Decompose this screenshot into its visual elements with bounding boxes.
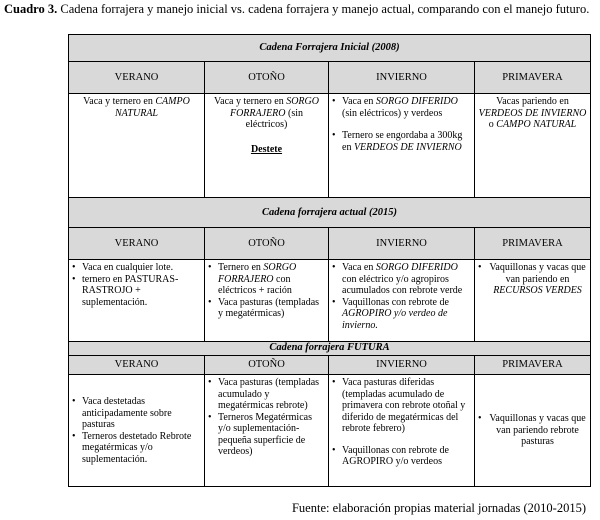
season-header: VERANO [69, 356, 205, 375]
cell-current-primavera: • Vaquillonas y vacas que van pariendo en RECURSOS VERDES [475, 260, 591, 342]
cell-future-otono: • Vaca pasturas (templadas acumulado y megatérmicas rebrote) • Terneros Megatérmicas y/o suplementación-pequeña superficie de verdeos) [205, 375, 329, 487]
table-caption [4, 2, 594, 16]
section-title-current: Cadena forrajera actual (2015) [69, 198, 591, 228]
cell-initial-invierno: • Vaca en SORGO DIFERIDO (sin eléctricos) y verdeos • Ternero se engordaba a 300kg en VERDEOS DE INVIERNO [329, 94, 475, 198]
caption-label: Cuadro 3. [4, 2, 58, 16]
cell-future-verano: • Vaca destetadas anticipadamente sobre pasturas • Terneros destetado Rebrote megatérmicas y/o suplementación. [69, 375, 205, 487]
season-header: INVIERNO [329, 62, 475, 94]
season-header: OTOÑO [205, 228, 329, 260]
season-header: PRIMAVERA [475, 228, 591, 260]
section-title-initial: Cadena Forrajera Inicial (2008) [69, 35, 591, 62]
destete-label: Destete [250, 143, 283, 155]
season-header: PRIMAVERA [475, 356, 591, 375]
cell-future-primavera: • Vaquillonas y vacas que van pariendo rebrote pasturas [475, 375, 591, 487]
forage-chain-table [68, 34, 591, 487]
source-note: Fuente: elaboración propias material jornadas (2010-2015) [291, 501, 586, 515]
cell-current-otono: • Ternero en SORGO FORRAJERO con eléctricos + ración • Vaca pasturas (templadas y megatérmicas) [205, 260, 329, 342]
season-header: INVIERNO [329, 356, 475, 375]
section-title-future: Cadena forrajera FUTURA [69, 342, 591, 356]
cell-current-invierno: • Vaca en SORGO DIFERIDO con eléctrico y/o agropiros acumulados con rebrote verde • Vaquillonas con rebrote de AGROPIRO y/o verdeo de invierno. [329, 260, 475, 342]
caption-text: Cadena forrajera y manejo inicial vs. cadena forrajera y manejo actual, comparando con el manejo futuro. [57, 2, 590, 16]
season-header: PRIMAVERA [475, 62, 591, 94]
season-header: INVIERNO [329, 228, 475, 260]
season-header: OTOÑO [205, 356, 329, 375]
season-header: VERANO [69, 62, 205, 94]
season-header: VERANO [69, 228, 205, 260]
season-header: OTOÑO [205, 62, 329, 94]
cell-initial-otono: Vaca y ternero en SORGO FORRAJERO (sin eléctricos) Destete [205, 94, 329, 198]
cell-initial-verano: Vaca y ternero en CAMPO NATURAL [69, 94, 205, 198]
cell-initial-primavera: Vacas pariendo en VERDEOS DE INVIERNO o CAMPO NATURAL [475, 94, 591, 198]
cell-current-verano: • Vaca en cualquier lote. • ternero en PASTURAS-RASTROJO + suplementación. [69, 260, 205, 342]
cell-future-invierno: • Vaca pasturas diferidas (templadas acumulado de primavera con rebrote otoñal y diferido de megatérmicas del rebrote febrero) • Vaquillonas con rebrote de AGROPIRO y/o verdeos [329, 375, 475, 487]
